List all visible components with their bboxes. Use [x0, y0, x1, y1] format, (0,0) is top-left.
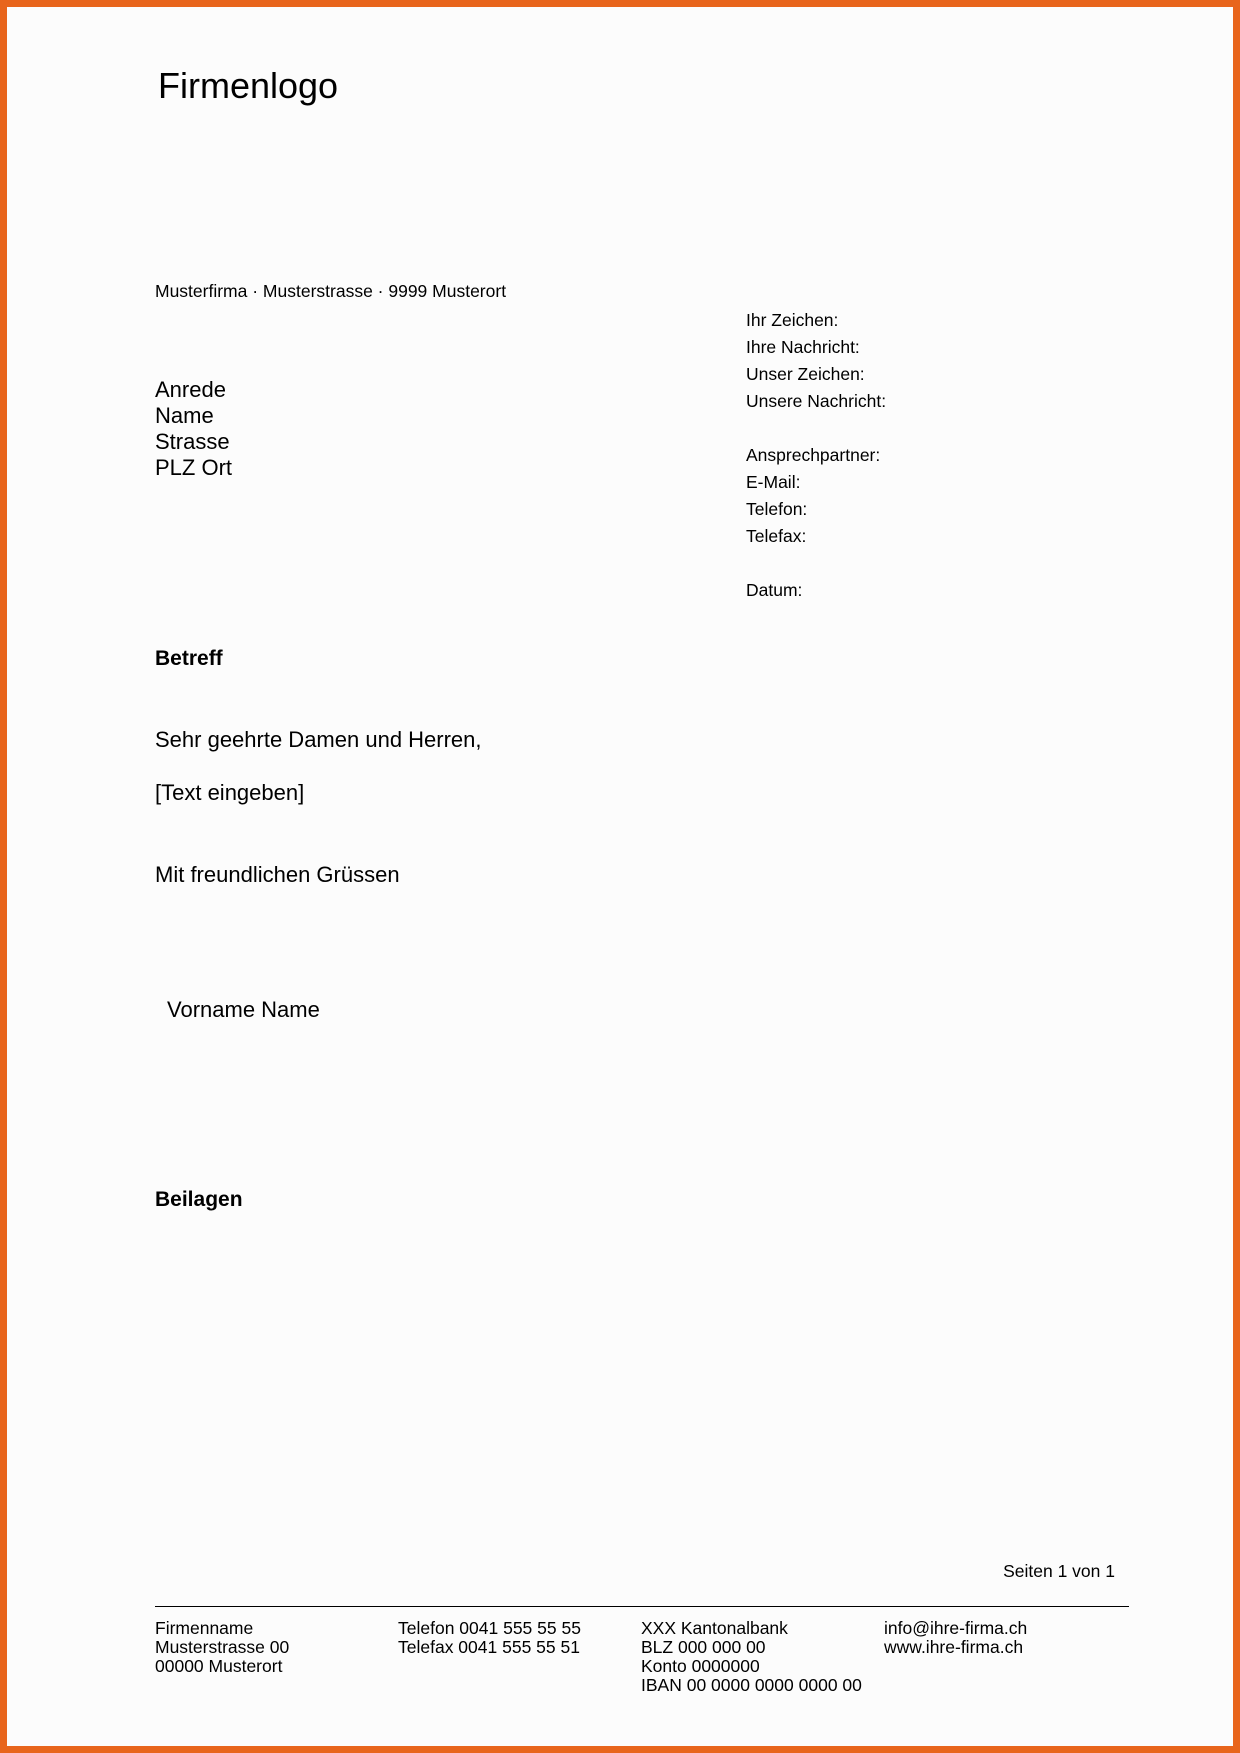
footer-company-city: 00000 Musterort — [155, 1656, 283, 1676]
footer-company-column — [155, 1619, 289, 1676]
footer-contact-column — [398, 1619, 581, 1657]
footer-company-name: Firmenname — [155, 1618, 254, 1638]
sender-return-address: Musterfirma · Musterstrasse · 9999 Musterort — [155, 281, 507, 301]
letter-body-placeholder[interactable]: [Text eingeben] — [155, 780, 305, 805]
footer-divider — [155, 1606, 1129, 1607]
fax-label: Telefax: — [746, 526, 807, 546]
your-reference-label: Ihr Zeichen: — [746, 310, 839, 330]
footer-fax: Telefax 0041 555 55 51 — [398, 1637, 580, 1657]
footer-email-link[interactable]: info@ihre-firma.ch — [884, 1618, 1028, 1638]
footer-bank-column — [641, 1619, 862, 1695]
signature-name: Vorname Name — [167, 997, 320, 1022]
contact-person-label: Ansprechpartner: — [746, 445, 881, 465]
footer-phone: Telefon 0041 555 55 55 — [398, 1618, 581, 1638]
our-reference-label: Unser Zeichen: — [746, 364, 865, 384]
company-logo-placeholder: Firmenlogo — [158, 65, 339, 106]
your-message-label: Ihre Nachricht: — [746, 337, 860, 357]
recipient-name: Name — [155, 403, 214, 428]
info-spacer — [746, 550, 886, 577]
footer-bank-iban: IBAN 00 0000 0000 0000 00 — [641, 1675, 862, 1695]
email-label: E-Mail: — [746, 472, 801, 492]
recipient-street: Strasse — [155, 429, 230, 454]
recipient-address-block — [155, 377, 232, 481]
letter-greeting: Sehr geehrte Damen und Herren, — [155, 727, 482, 752]
phone-label: Telefon: — [746, 499, 808, 519]
recipient-postal-city: PLZ Ort — [155, 455, 233, 480]
our-message-label: Unsere Nachricht: — [746, 391, 887, 411]
date-label: Datum: — [746, 580, 803, 600]
footer-web-column — [884, 1619, 1027, 1657]
attachments-heading: Beilagen — [155, 1188, 243, 1211]
subject-heading: Betreff — [155, 647, 223, 670]
footer-website-link[interactable]: www.ihre-firma.ch — [884, 1637, 1024, 1657]
footer-company-street: Musterstrasse 00 — [155, 1637, 290, 1657]
reference-info-block — [746, 307, 886, 604]
footer-bank-blz: BLZ 000 000 00 — [641, 1637, 766, 1657]
page-count: Seiten 1 von 1 — [1003, 1561, 1115, 1581]
info-spacer — [746, 415, 886, 442]
footer-bank-name: XXX Kantonalbank — [641, 1618, 788, 1638]
letter-closing: Mit freundlichen Grüssen — [155, 862, 400, 887]
footer-bank-account: Konto 0000000 — [641, 1656, 760, 1676]
recipient-salutation: Anrede — [155, 377, 226, 402]
